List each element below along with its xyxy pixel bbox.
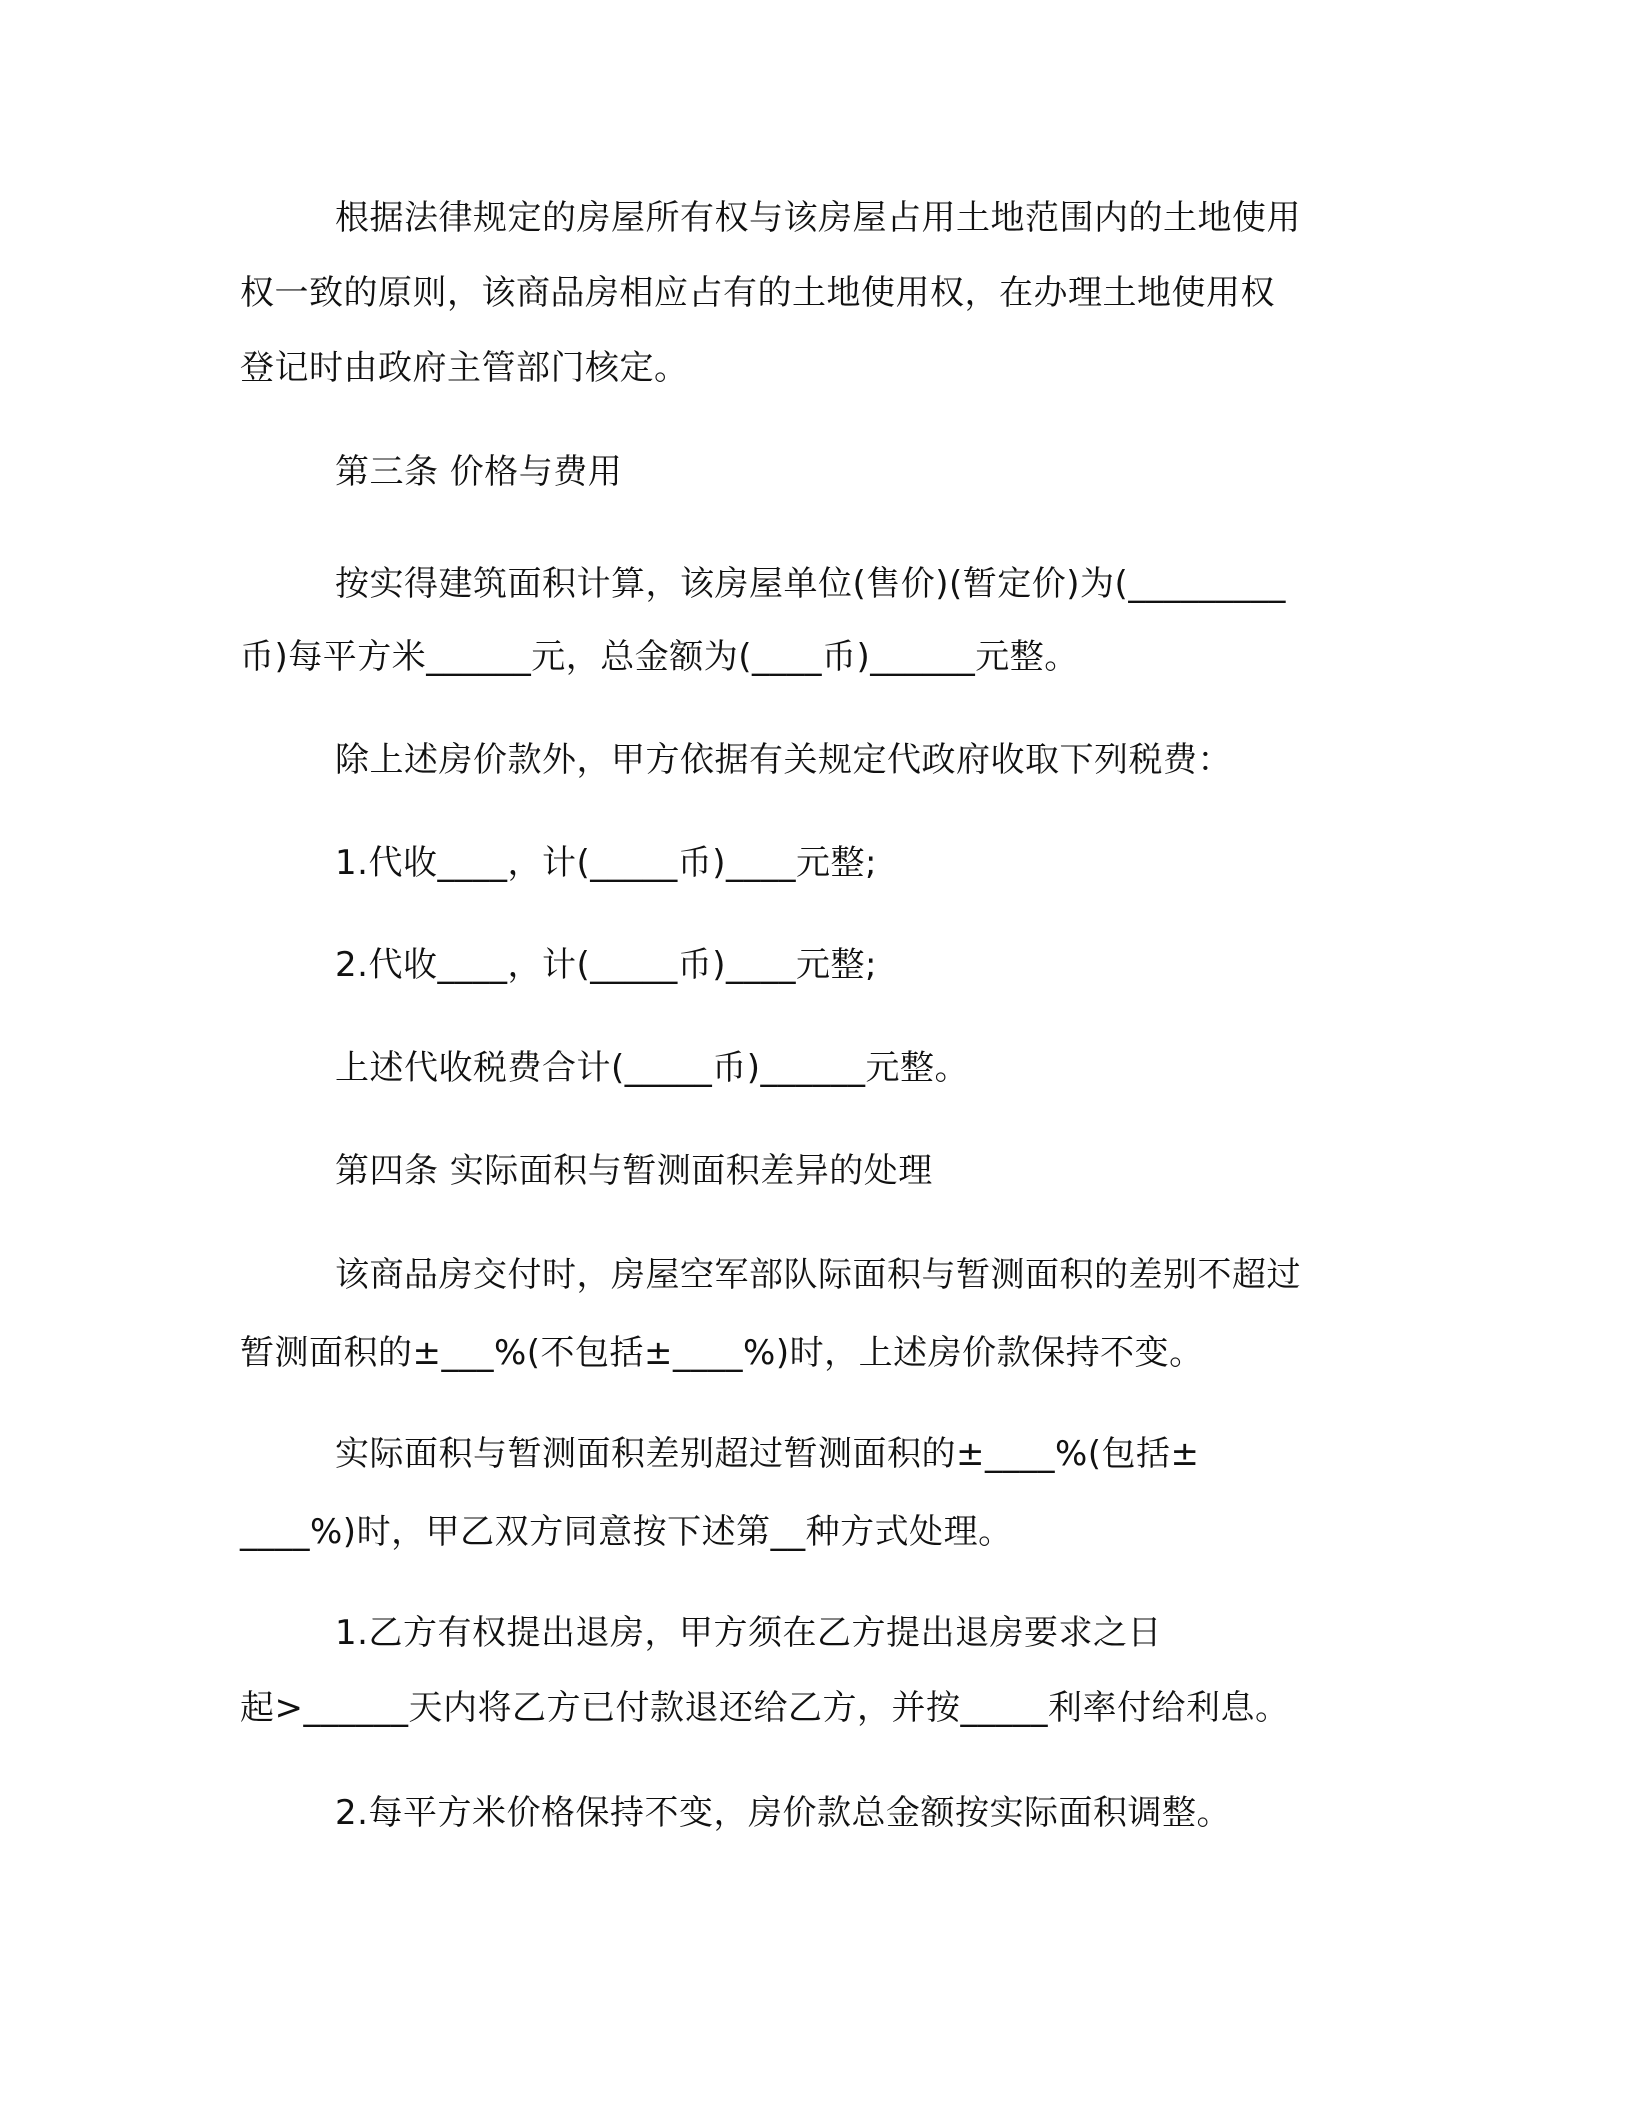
- paragraph-area-diff-line-1: 该商品房交付时，房屋空军部队际面积与暂测面积的差别不超过: [335, 1255, 1301, 1295]
- paragraph-price-line-1: 按实得建筑面积计算，该房屋单位(售价)(暂定价)为(_________: [335, 564, 1286, 604]
- paragraph-taxes-intro: 除上述房价款外，甲方依据有关规定代政府收取下列税费：: [335, 740, 1232, 780]
- tax-item-1: 1.代收____，计(_____币)____元整;: [335, 843, 877, 883]
- tax-total: 上述代收税费合计(_____币)______元整。: [335, 1048, 970, 1088]
- article-3-heading: 第三条 价格与费用: [335, 452, 623, 492]
- paragraph-land-use-line-3: 登记时由政府主管部门核定。: [240, 348, 689, 388]
- paragraph-land-use-line-1: 根据法律规定的房屋所有权与该房屋占用土地范围内的土地使用: [335, 198, 1301, 238]
- paragraph-price-line-2: 币)每平方米______元，总金额为(____币)______元整。: [240, 637, 1079, 677]
- article-4-heading: 第四条 实际面积与暂测面积差异的处理: [335, 1151, 933, 1191]
- option-1-line-1: 1.乙方有权提出退房，甲方须在乙方提出退房要求之日: [335, 1613, 1162, 1653]
- paragraph-area-exceed-line-2: ____%)时，甲乙双方同意按下述第__种方式处理。: [240, 1512, 1013, 1552]
- option-2: 2.每平方米价格保持不变，房价款总金额按实际面积调整。: [335, 1793, 1231, 1833]
- option-1-line-2: 起>______天内将乙方已付款退还给乙方，并按_____利率付给利息。: [240, 1688, 1290, 1728]
- paragraph-area-diff-line-2: 暂测面积的±___%(不包括±____%)时，上述房价款保持不变。: [240, 1333, 1204, 1373]
- paragraph-area-exceed-line-1: 实际面积与暂测面积差别超过暂测面积的±____%(包括±: [335, 1434, 1200, 1474]
- tax-item-2: 2.代收____，计(_____币)____元整;: [335, 945, 877, 985]
- paragraph-land-use-line-2: 权一致的原则，该商品房相应占有的土地使用权，在办理土地使用权: [240, 273, 1275, 313]
